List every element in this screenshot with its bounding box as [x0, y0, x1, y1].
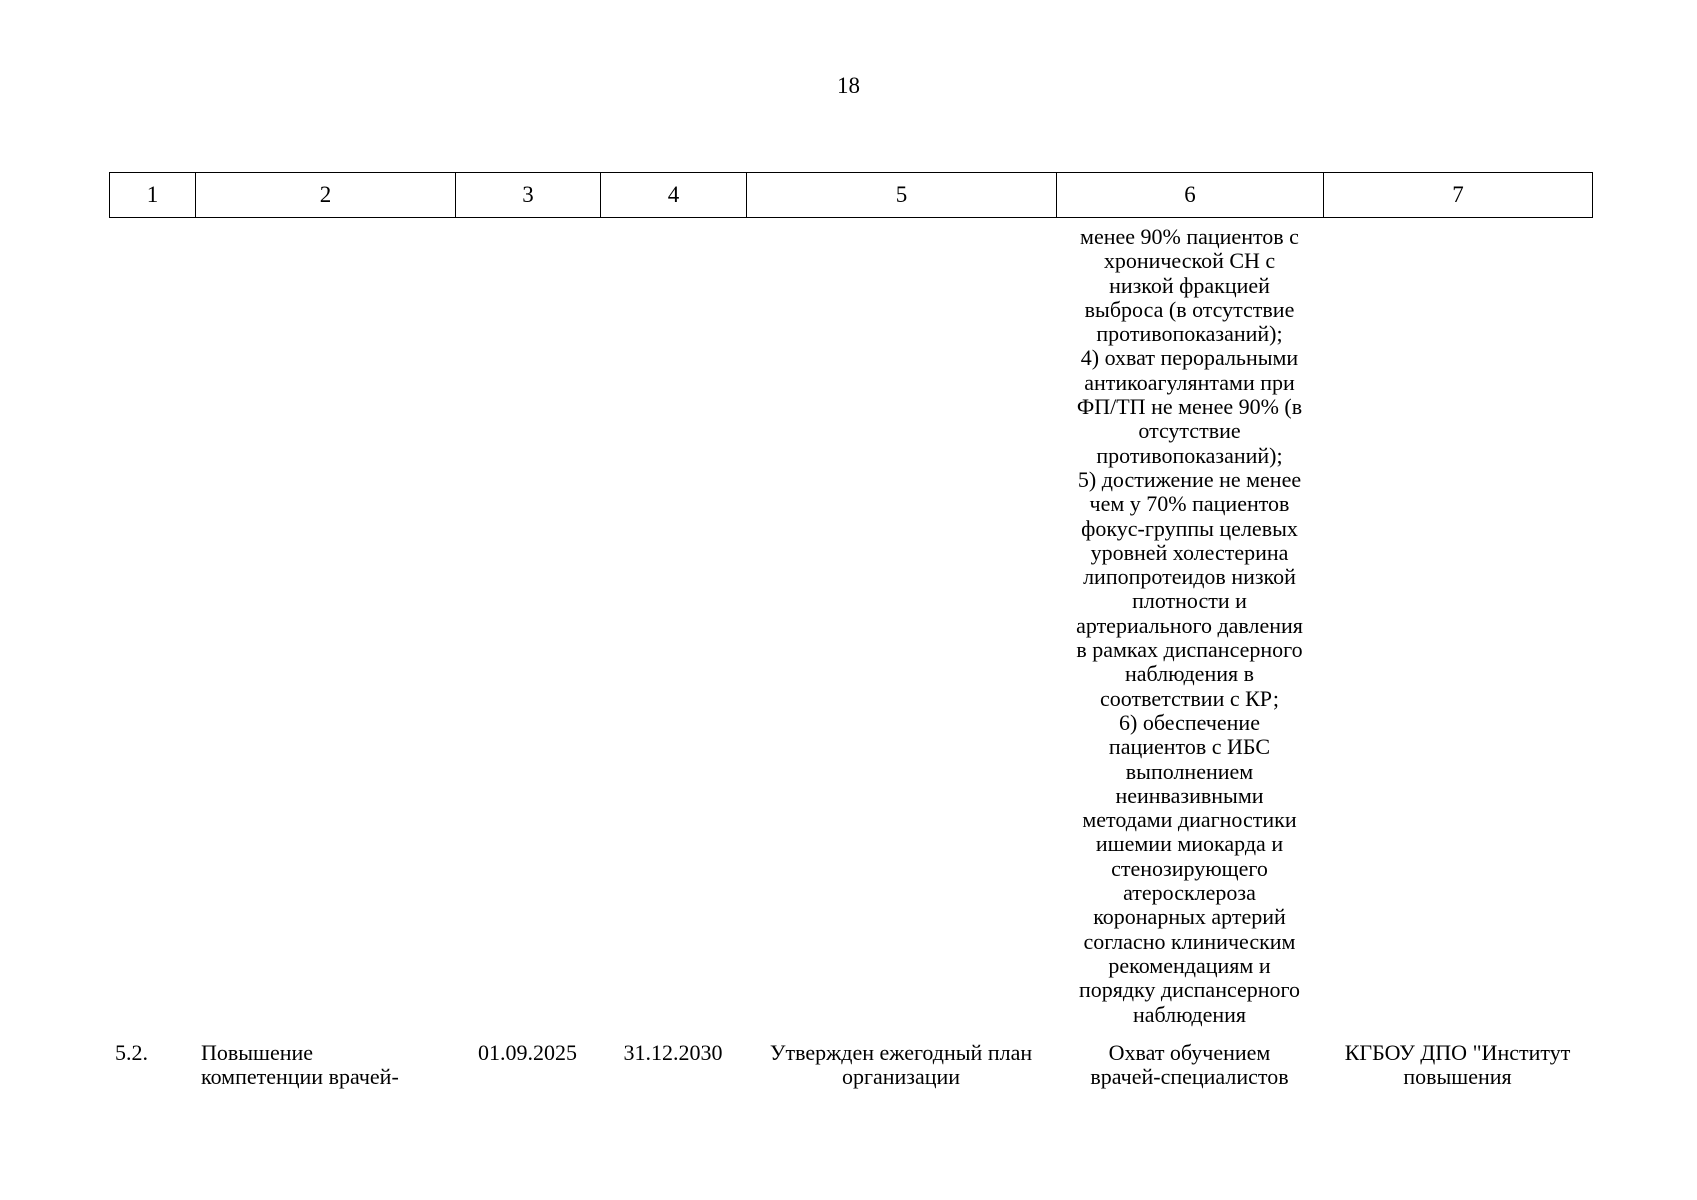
cell-end-date	[600, 225, 746, 1041]
cell-indicator: Охват обучением врачей-специалистов	[1090, 1039, 1289, 1090]
cell-result	[746, 225, 1056, 1041]
cell-end-date: 31.12.2030	[623, 1039, 723, 1065]
column-number-6: 6	[1057, 173, 1324, 218]
table-header-row	[109, 172, 1593, 218]
cell-activity: Повышение компетенции врачей-	[201, 1039, 399, 1090]
column-number-row	[110, 173, 1593, 218]
cell-number: 5.2.	[115, 1039, 148, 1065]
cell-result: Утвержден ежегодный план организации	[769, 1039, 1033, 1090]
cell-start-date: 01.09.2025	[478, 1039, 577, 1065]
column-number-1: 1	[110, 173, 196, 218]
table-row	[109, 225, 1592, 1041]
page-number: 18	[837, 73, 860, 98]
cell-activity	[195, 225, 455, 1041]
cell-start-date	[455, 225, 600, 1041]
cell-number	[109, 225, 195, 1041]
column-number-5: 5	[747, 173, 1057, 218]
column-number-3: 3	[456, 173, 601, 218]
cell-indicator: менее 90% пациентов с хронической СН с низкой фракцией выброса (в отсутствие противопоказаний); 4) охват пероральными антикоагулянтами при ФП/ТП не менее 90% (в отсутствие противопоказаний); 5) достижение не менее чем у 70% пациентов фокус-группы целевых уровней холестерина липопротеидов низкой плотности и артериального давления в рамках диспансерного наблюдения в соответствии с КР; 6) обеспечение пациентов с ИБС выполнением неинвазивными методами диагностики ишемии миокарда и стенозирующего атеросклероза коронарных артерий согласно клиническим рекомендациям и порядку диспансерного наблюдения	[1076, 224, 1303, 1027]
column-number-2: 2	[196, 173, 456, 218]
table-body	[109, 225, 1592, 1089]
cell-responsible	[1323, 225, 1592, 1041]
column-number-4: 4	[601, 173, 747, 218]
table-row	[109, 1041, 1592, 1090]
cell-responsible: КГБОУ ДПО "Институт повышения	[1344, 1039, 1571, 1090]
column-number-7: 7	[1324, 173, 1593, 218]
